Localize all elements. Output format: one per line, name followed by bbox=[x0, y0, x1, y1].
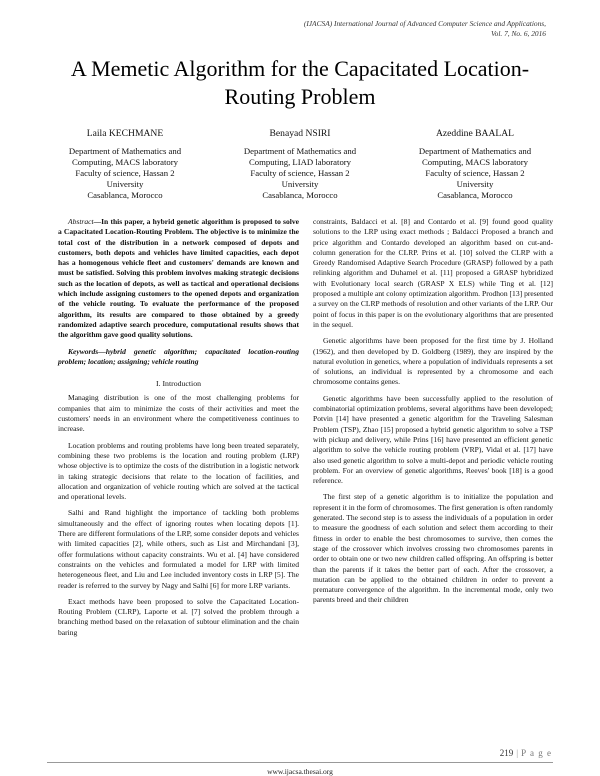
author-block bbox=[45, 128, 205, 201]
body-paragraph: Exact methods have been proposed to solve the Capacitated Location-Routing Problem (CLRP), Laporte et al. [7] solved the problem through a branching method based on the relaxation of subtour elimination and the chain baring bbox=[58, 596, 299, 637]
abstract-text: —In this paper, a hybrid genetic algorithm is proposed to solve a Capacitated Location-Routing Problem. The objective is to minimize the total cost of the distribution in a network composed of depots and customers, both depots and vehicles have limited capacities, each depot has a homogenous vehicle fleet and customers' demands are known and must be satisfied. Solving this problem involves making strategic decisions such as the location of depots, as well as tactical and operational decisions which include assigning customers to the opened depots and organization of the vehicle routing. To evaluate the performance of the proposed algorithm, its results are compared to those obtained by a greedy randomized adaptive search procedure, computational results shows that the algorithm gave good quality solutions. bbox=[58, 217, 299, 340]
footer-divider bbox=[47, 762, 553, 763]
body-paragraph: The first step of a genetic algorithm is to initialize the population and represent it in the form of chromosomes. The first generation is often randomly generated. The second step is to assess the individuals of a population in order to measure the goodness of each solution and select them according to their fitness in order to enable the best chromosomes to survive, then comes the stage of the crossover which involves crossing two chromosomes parents in order to obtain one or two new children called offspring. An offspring is better than the parents if it takes the better part of each. After the crossover, a mutation can be applied to the obtained children in order to prevent a premature convergence of the algorithm. In the incremental mode, only two parents breed and their children bbox=[313, 492, 553, 605]
author-affiliation-line: Department of Mathematics and bbox=[68, 146, 182, 156]
author-affiliation-line: Faculty of science, Hassan 2 bbox=[75, 168, 175, 178]
author-affiliation-line: Computing, LIAD laboratory bbox=[248, 157, 352, 167]
body-paragraph: Managing distribution is one of the most challenging problems for companies that aim to minimize the costs of their activities and meet the customers' needs in an environment where the competitiveness continues to increase. bbox=[58, 393, 299, 434]
body-paragraph: Location problems and routing problems have long been treated separately, combining these two problems is the location and routing problem (LRP) whose objective is to optimize the costs of the distribution in a logistic network in taking strategic decisions that relate to the location of facilities, and allocation and organization of vehicle routing which are solved at the tactical and operational levels. bbox=[58, 440, 299, 502]
page-number-value: 219 bbox=[499, 748, 514, 758]
journal-volume: Vol. 7, No. 6, 2016 bbox=[490, 29, 546, 38]
abstract-label: Abstract bbox=[68, 217, 94, 226]
author-affiliation-line: Department of Mathematics and bbox=[418, 146, 532, 156]
author-affiliation-line: University bbox=[456, 179, 494, 189]
left-column bbox=[58, 217, 299, 644]
abstract bbox=[58, 217, 299, 341]
section-heading: I. Introduction bbox=[155, 379, 202, 389]
journal-name: (IJACSA) International Journal of Advanced Computer Science and Applications, bbox=[303, 19, 546, 28]
author-affiliation-line: Computing, MACS laboratory bbox=[422, 157, 528, 167]
author-affiliation-line: University bbox=[106, 179, 144, 189]
author-block bbox=[395, 128, 555, 201]
right-column bbox=[313, 217, 553, 612]
author-affiliation-line: University bbox=[281, 179, 319, 189]
author-affiliation-line: Faculty of science, Hassan 2 bbox=[425, 168, 525, 178]
author-name: Laila KECHMANE bbox=[86, 128, 164, 139]
author-affiliation-line: Casablanca, Morocco bbox=[437, 190, 513, 200]
body-paragraph: Genetic algorithms have been successfully applied to the resolution of combinatorial optimization problems, several algorithms have been developed; Potvin [14] have presented a genetic algorithm for the Traveling Salesman Problem (TSP), Zhao [15] proposed a hybrid genetic algorithm to solve a TSP with pickup and delivery, while Prins [16] have presented an efficient genetic algorithm to solve the vehicle routing problem (VRP), Vidal et al. [17] have also used genetic algorithm to solve a multi-depot and periodic vehicle routing problem. For an overview of genetic algorithms, Reeves' book [18] is a good reference. bbox=[313, 393, 553, 486]
author-affiliation-line: Department of Mathematics and bbox=[243, 146, 357, 156]
body-paragraph: Genetic algorithms have been proposed for the first time by J. Holland (1962), and then developed by D. Goldberg (1989), they are inspired by the natural evolution in genetics, where a population of individuals represents a set of solutions, an individual is represented by a chromosome and each chromosome contains genes. bbox=[313, 336, 553, 387]
author-affiliation-line: Casablanca, Morocco bbox=[87, 190, 163, 200]
keywords bbox=[58, 347, 299, 368]
page-label: P a g e bbox=[521, 748, 552, 758]
body-paragraph: Salhi and Rand highlight the importance of tackling both problems simultaneously and the effect of ignoring routes when locating depots [1]. There are different formulations of the LRP, some consider depots and vehicles with limited capacities [2], while others, such as List and Mirchandani [3], offer formulations without capacity constraints. Wu et al. [4] have considered constraints on the vehicles and formulated a model for LRP with limited heterogeneous fleet, and Liu and Lee included inventory costs in LRP [5]. The reader is referred to the survey by Nagy and Salhi [6] for more LRP variants. bbox=[58, 508, 299, 590]
page-number bbox=[500, 748, 552, 758]
author-name: Benayad NSIRI bbox=[269, 128, 331, 139]
author-block bbox=[220, 128, 380, 201]
journal-header bbox=[186, 19, 546, 39]
author-affiliation-line: Computing, MACS laboratory bbox=[72, 157, 178, 167]
footer-website: www.ijacsa.thesai.org bbox=[267, 767, 333, 776]
keywords-text: —hybrid genetic algorithm; capacitated location-routing problem; location; assigning; vehicle routing bbox=[58, 346, 299, 366]
author-affiliation-line: Casablanca, Morocco bbox=[262, 190, 338, 200]
author-affiliation-line: Faculty of science, Hassan 2 bbox=[250, 168, 350, 178]
author-list bbox=[45, 128, 555, 201]
author-name: Azeddine BAALAL bbox=[435, 128, 515, 139]
keywords-label: Keywords bbox=[68, 346, 99, 356]
body-paragraph: constraints, Baldacci et al. [8] and Contardo et al. [9] found good quality solutions to the LRP using exact methods ; Baldacci Proposed a branch and price algorithm and Contardo developed an algorithm based on cut-and-column generation for the CLRP. Prins et al. [10] solved the CLRP with a Greedy Randomised Adaptive Search Procedure (GRASP) followed by a path relinking algorithm and Duhamel et al. [11] proposed a GRASP hybridized with Evolutionary local search (GRASP X ELS) while Ting et al. [12] proposed a multiple ant colony optimization algorithm. Prodhon [13] presented a survey on the CLRP methods of resolution and other variants of the LRP. Our point of focus in this paper is on the evolutionary algorithms that are presented in the sequel. bbox=[313, 217, 553, 329]
page-separator: | bbox=[516, 748, 519, 758]
paper-title: A Memetic Algorithm for the Capacitated Location-Routing Problem bbox=[70, 56, 530, 109]
